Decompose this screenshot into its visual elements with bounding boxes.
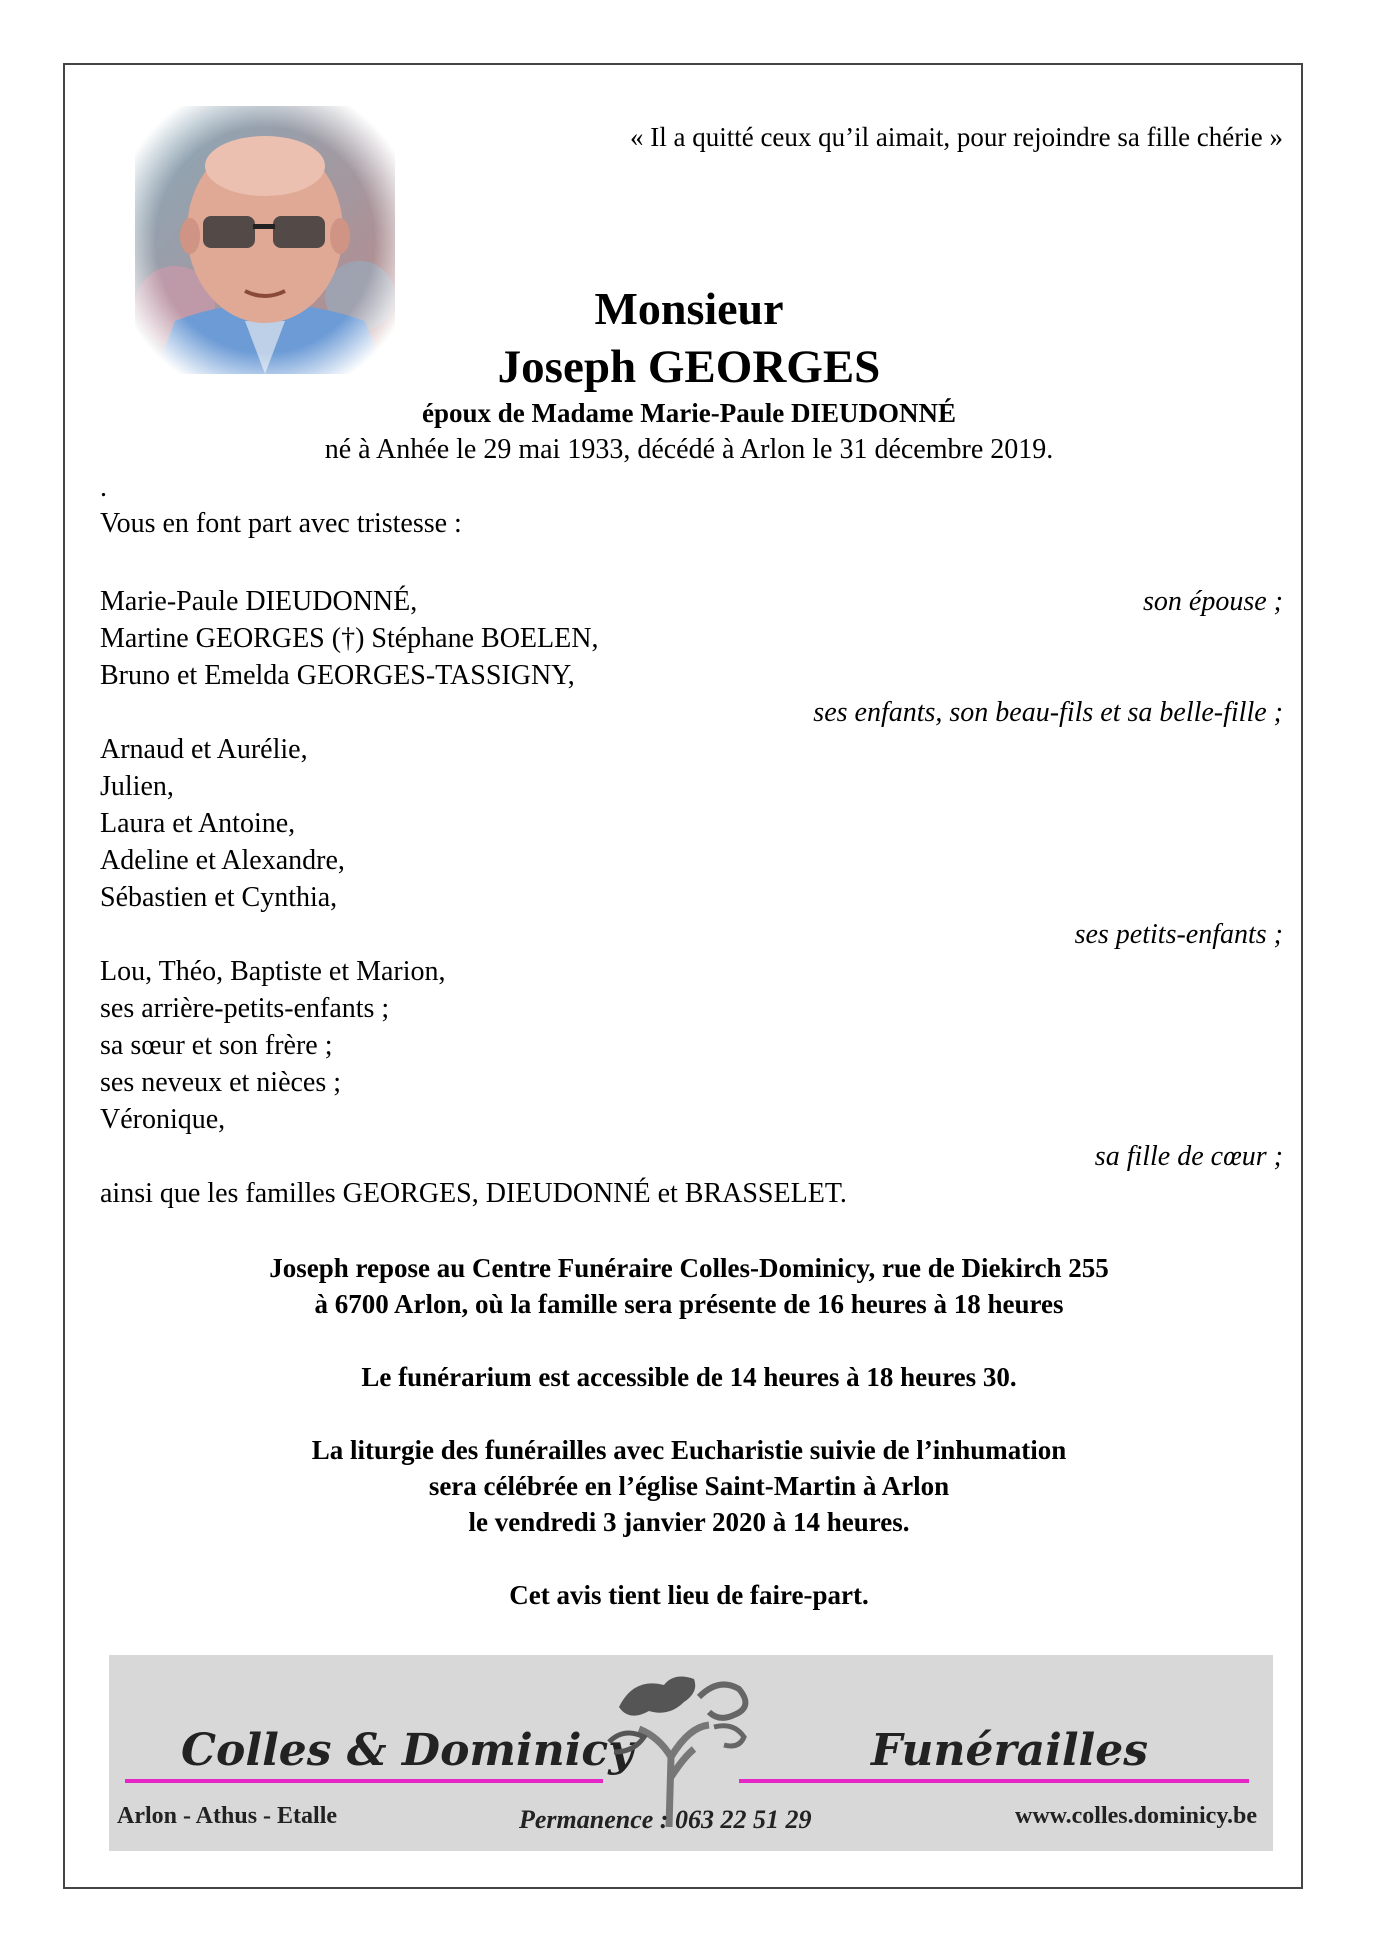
liturgy-line-3: le vendredi 3 janvier 2020 à 14 heures. xyxy=(468,1507,910,1537)
extended-families: ainsi que les familles GEORGES, DIEUDONNÉ et BRASSELET. xyxy=(100,1178,847,1209)
brand-tagline: Funérailles xyxy=(871,1725,1149,1776)
accent-line-left xyxy=(125,1779,603,1783)
notice-line: Cet avis tient lieu de faire-part. xyxy=(509,1580,869,1610)
accent-line-right xyxy=(739,1779,1249,1783)
separator-dot: . xyxy=(100,472,107,503)
grandchildren-role: ses petits-enfants ; xyxy=(1074,919,1283,950)
brand-name: Colles & Dominicy xyxy=(181,1725,634,1776)
family-member: Véronique, xyxy=(100,1104,226,1135)
birth-death-dates: né à Anhée le 29 mai 1933, décédé à Arlon le 31 décembre 2019. xyxy=(324,434,1054,465)
liturgy-line-2: sera célébrée en l’église Saint-Martin à Arlon xyxy=(428,1471,950,1501)
salutation: Monsieur xyxy=(594,283,784,334)
funerarium-access: Le funérarium est accessible de 14 heures à 18 heures 30. xyxy=(361,1362,1017,1392)
permanence-phone: Permanence : 063 22 51 29 xyxy=(519,1805,812,1834)
family-member: Martine GEORGES (†) Stéphane BOELEN, xyxy=(100,623,599,654)
website-link[interactable]: www.colles.dominicy.be xyxy=(1014,1803,1257,1829)
repose-line-1: Joseph repose au Centre Funéraire Colles-Dominicy, rue de Diekirch 255 xyxy=(269,1253,1109,1283)
family-member: Adeline et Alexandre, xyxy=(100,845,345,876)
epitaph-quote: « Il a quitté ceux qu’il aimait, pour rejoindre sa fille chérie » xyxy=(629,122,1283,152)
family-member: ses neveux et nièces ; xyxy=(100,1067,342,1098)
family-member: ses arrière-petits-enfants ; xyxy=(100,993,390,1024)
children-role: ses enfants, son beau-fils et sa belle-fille ; xyxy=(813,697,1283,728)
family-member: Julien, xyxy=(100,771,174,802)
family-member: Laura et Antoine, xyxy=(100,808,296,839)
family-member: Lou, Théo, Baptiste et Marion, xyxy=(100,956,446,987)
spouse-name: Marie-Paule DIEUDONNÉ, xyxy=(100,586,418,617)
intro-text: Vous en font part avec tristesse : xyxy=(100,508,462,539)
veronique-role: sa fille de cœur ; xyxy=(1094,1141,1283,1172)
spouse-line: époux de Madame Marie-Paule DIEUDONNÉ xyxy=(422,398,956,428)
office-locations: Arlon - Athus - Etalle xyxy=(117,1803,338,1829)
repose-line-2: à 6700 Arlon, où la famille sera présente de 16 heures à 18 heures xyxy=(314,1289,1064,1319)
tree-logo-icon xyxy=(599,1667,769,1827)
spouse-role: son épouse ; xyxy=(1143,586,1283,617)
family-member: Sébastien et Cynthia, xyxy=(100,882,338,913)
deceased-name: Joseph GEORGES xyxy=(497,341,881,393)
family-member: Bruno et Emelda GEORGES-TASSIGNY, xyxy=(100,660,575,691)
funeral-home-banner xyxy=(109,1655,1273,1851)
family-member: Arnaud et Aurélie, xyxy=(100,734,308,765)
family-member: sa sœur et son frère ; xyxy=(100,1030,333,1061)
liturgy-line-1: La liturgie des funérailles avec Eucharistie suivie de l’inhumation xyxy=(311,1435,1067,1465)
